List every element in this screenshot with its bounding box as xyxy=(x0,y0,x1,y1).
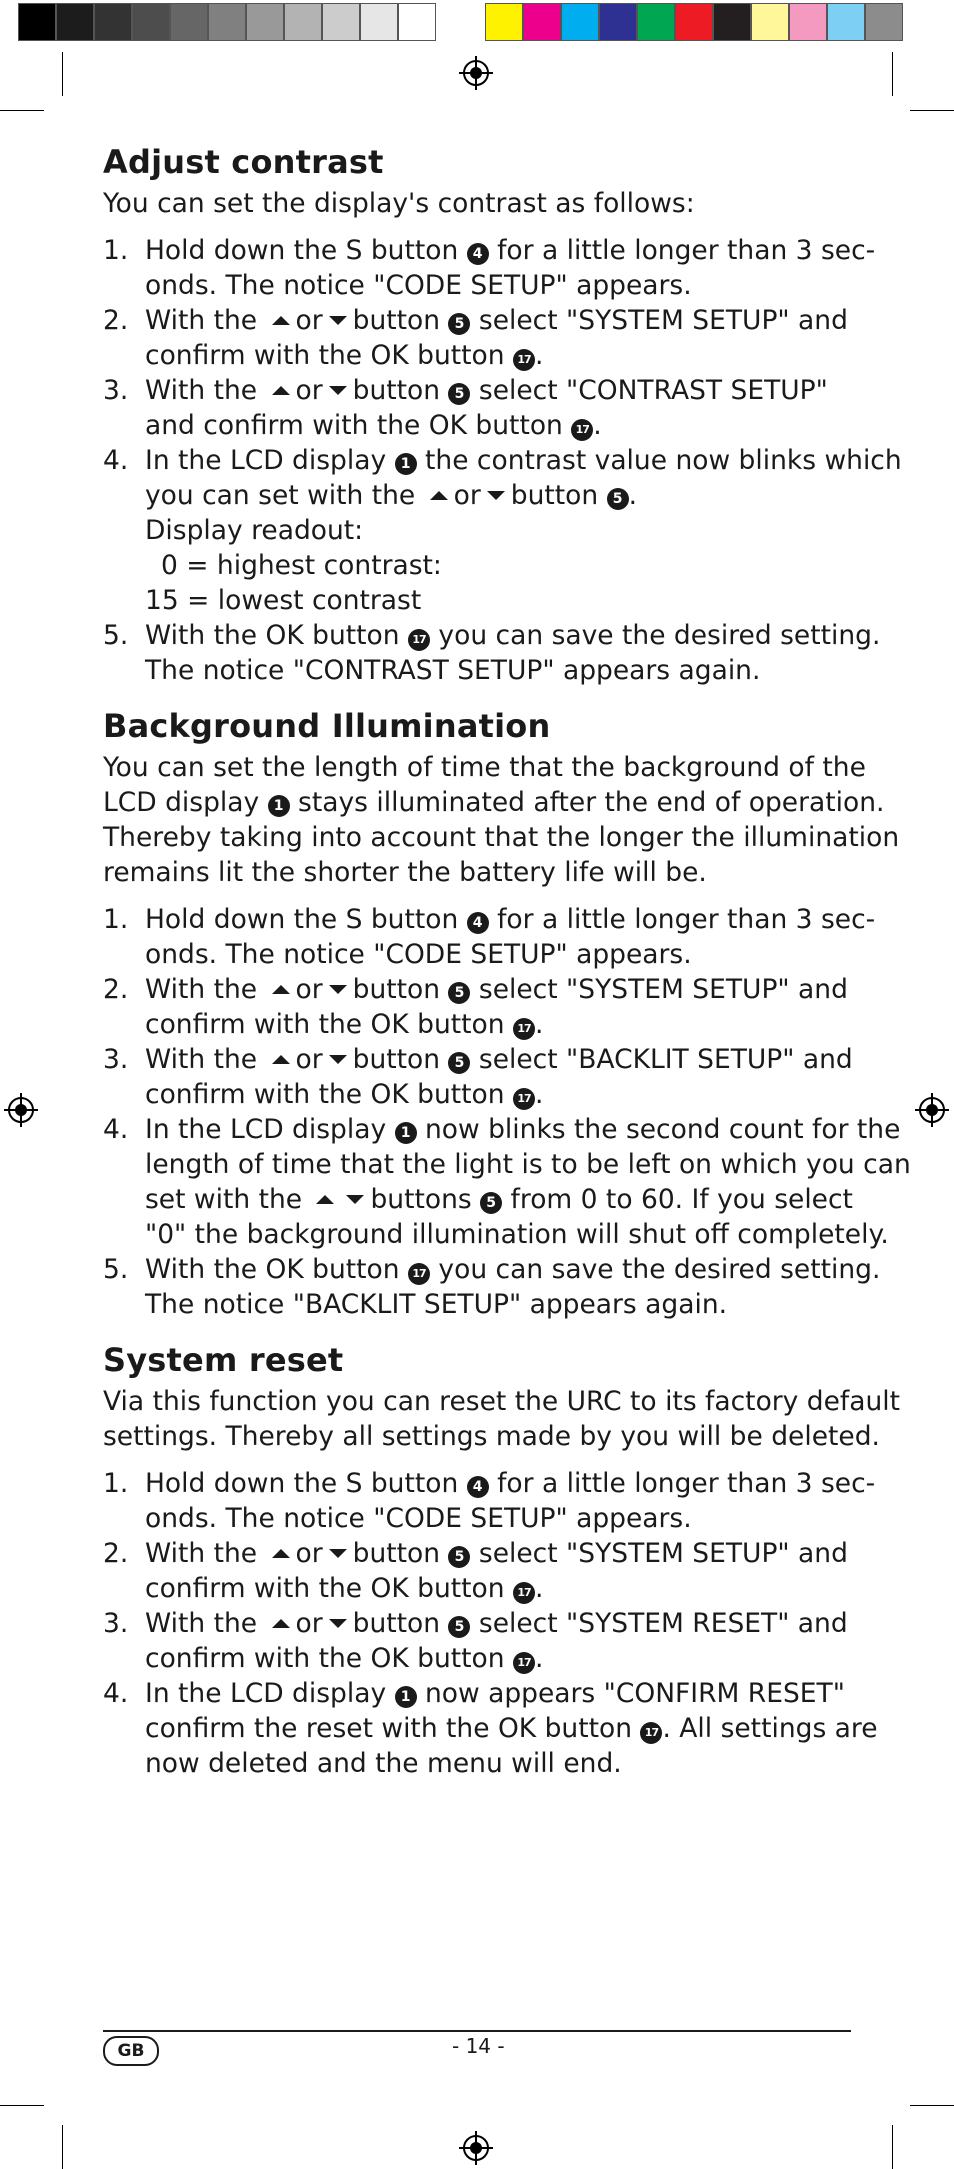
arrow-down-icon xyxy=(487,491,505,500)
steps-list xyxy=(103,902,911,1322)
color-swatch xyxy=(675,3,713,41)
button-number-badge: 5 xyxy=(448,1052,470,1074)
color-swatch xyxy=(398,3,436,41)
button-number-badge: 17 xyxy=(513,349,535,371)
button-number-badge: 5 xyxy=(448,982,470,1004)
text-run: now blinks the second count for the xyxy=(416,1114,901,1145)
text-run: confirm with the OK button xyxy=(145,1079,513,1110)
step-number: 4. xyxy=(103,445,129,476)
text-run: or xyxy=(295,1044,323,1075)
text-run: settings. Thereby all settings made by you will be deleted. xyxy=(103,1421,880,1452)
text-line xyxy=(103,750,866,785)
step-item xyxy=(103,1112,911,1252)
text-run: select "CONTRAST SETUP" xyxy=(470,375,828,406)
text-line xyxy=(145,1287,855,1322)
arrow-down-icon xyxy=(329,1055,347,1064)
arrow-up-icon xyxy=(272,1549,290,1558)
text-run: . xyxy=(535,1009,544,1040)
step-number: 5. xyxy=(103,1254,129,1285)
section-intro xyxy=(103,1384,901,1454)
arrow-up-icon xyxy=(272,1055,290,1064)
section-adjust-contrast xyxy=(103,142,902,688)
step-item xyxy=(103,373,855,443)
text-run: button xyxy=(510,480,607,511)
manual-page-content xyxy=(103,142,911,1799)
color-swatch xyxy=(561,3,599,41)
color-swatch xyxy=(284,3,322,41)
crop-mark xyxy=(62,2125,63,2169)
text-line xyxy=(103,1419,880,1454)
text-run: In the LCD display xyxy=(145,1114,395,1145)
text-line xyxy=(145,303,855,338)
section-intro xyxy=(103,750,900,890)
registration-mark-icon xyxy=(459,2131,493,2165)
text-line xyxy=(145,513,855,548)
button-number-badge: 4 xyxy=(467,912,489,934)
color-swatch xyxy=(827,3,865,41)
step-number: 2. xyxy=(103,1538,129,1569)
button-number-badge: 5 xyxy=(607,488,629,510)
text-run: . xyxy=(535,1643,544,1674)
text-run: button xyxy=(352,1608,449,1639)
text-run: select "SYSTEM SETUP" and xyxy=(470,305,848,336)
color-swatch xyxy=(246,3,284,41)
step-number: 1. xyxy=(103,904,129,935)
button-number-badge: 4 xyxy=(467,243,489,265)
text-run: confirm with the OK button xyxy=(145,1009,513,1040)
step-number: 4. xyxy=(103,1678,129,1709)
text-run: button xyxy=(352,305,449,336)
text-run: LCD display xyxy=(103,787,268,818)
text-run: for a little longer than 3 sec- xyxy=(488,904,876,935)
text-run: 15 = lowest contrast xyxy=(145,585,422,616)
text-line xyxy=(103,820,900,855)
step-number: 4. xyxy=(103,1114,129,1145)
crop-mark xyxy=(892,2125,893,2169)
section-heading: Background Illumination xyxy=(103,707,551,745)
text-line xyxy=(145,408,855,443)
text-run: for a little longer than 3 sec- xyxy=(488,235,876,266)
color-swatch xyxy=(523,3,561,41)
text-run: With the xyxy=(145,1044,266,1075)
gray-calibration-bar xyxy=(18,3,436,41)
text-run: With the xyxy=(145,974,266,1005)
step-item xyxy=(103,443,902,618)
text-run: and confirm with the OK button xyxy=(145,410,572,441)
text-run: for a little longer than 3 sec- xyxy=(488,1468,876,1499)
text-run: With the OK button xyxy=(145,620,408,651)
step-item xyxy=(103,1676,878,1781)
text-run: The notice "CONTRAST SETUP" appears again. xyxy=(145,655,761,686)
text-run: select "SYSTEM SETUP" and xyxy=(470,1538,848,1569)
arrow-down-icon xyxy=(329,985,347,994)
country-badge: GB xyxy=(103,2036,159,2066)
text-line xyxy=(145,1182,855,1217)
button-number-badge: 17 xyxy=(513,1582,535,1604)
step-item xyxy=(103,1466,876,1536)
text-run: In the LCD display xyxy=(145,1678,395,1709)
section-system-reset xyxy=(103,1340,901,1781)
color-swatch xyxy=(789,3,827,41)
color-swatch xyxy=(713,3,751,41)
text-line xyxy=(145,268,855,303)
text-run: confirm with the OK button xyxy=(145,340,513,371)
text-run: button xyxy=(352,1044,449,1075)
text-run: button xyxy=(352,974,449,1005)
text-run: button xyxy=(352,1538,449,1569)
crop-mark xyxy=(892,52,893,96)
text-run: With the OK button xyxy=(145,1254,408,1285)
text-line xyxy=(145,1711,878,1746)
step-item xyxy=(103,1042,855,1112)
button-number-badge: 5 xyxy=(448,383,470,405)
arrow-down-icon xyxy=(329,1619,347,1628)
text-line xyxy=(145,1536,855,1571)
text-line xyxy=(145,443,902,478)
text-run: onds. The notice "CODE SETUP" appears. xyxy=(145,939,692,970)
step-item xyxy=(103,618,881,688)
text-run: the contrast value now blinks which xyxy=(416,445,902,476)
crop-mark xyxy=(910,110,954,111)
arrow-up-icon xyxy=(272,386,290,395)
step-number: 2. xyxy=(103,974,129,1005)
color-swatch xyxy=(56,3,94,41)
crop-mark xyxy=(0,110,44,111)
text-run: from 0 to 60. If you select xyxy=(502,1184,853,1215)
text-run: . xyxy=(593,410,602,441)
button-number-badge: 17 xyxy=(513,1018,535,1040)
text-run: you can set with the xyxy=(145,480,424,511)
text-line xyxy=(145,338,855,373)
color-swatch xyxy=(599,3,637,41)
color-swatch xyxy=(637,3,675,41)
text-run: stays illuminated after the end of operation. xyxy=(289,787,885,818)
text-line xyxy=(145,1077,855,1112)
arrow-down-icon xyxy=(329,316,347,325)
text-run: . xyxy=(535,340,544,371)
text-run: or xyxy=(295,974,323,1005)
text-run: With the xyxy=(145,375,266,406)
step-item xyxy=(103,902,876,972)
section-intro: You can set the display's contrast as follows: xyxy=(103,188,695,219)
text-run: "0" the background illumination will shut off completely. xyxy=(145,1219,889,1250)
page-number: - 14 - xyxy=(452,2034,505,2058)
button-number-badge: 17 xyxy=(408,1263,430,1285)
text-run: onds. The notice "CODE SETUP" appears. xyxy=(145,1503,692,1534)
button-number-badge: 17 xyxy=(640,1722,662,1744)
step-item xyxy=(103,972,855,1042)
color-swatch xyxy=(18,3,56,41)
color-swatch xyxy=(360,3,398,41)
text-run: Display readout: xyxy=(145,515,364,546)
text-line xyxy=(145,1746,855,1781)
text-line xyxy=(145,902,876,937)
registration-mark-icon xyxy=(459,56,493,90)
step-item xyxy=(103,1252,881,1322)
text-run: confirm with the OK button xyxy=(145,1643,513,1674)
step-number: 1. xyxy=(103,235,129,266)
text-line xyxy=(145,1676,855,1711)
crop-mark xyxy=(0,2105,44,2106)
text-line xyxy=(145,1007,855,1042)
text-line xyxy=(145,373,855,408)
button-number-badge: 1 xyxy=(395,1122,417,1144)
text-run: Hold down the S button xyxy=(145,904,467,935)
text-run: Thereby taking into account that the longer the illumination xyxy=(103,822,900,853)
text-line xyxy=(145,653,855,688)
step-number: 3. xyxy=(103,1608,129,1639)
text-run: With the xyxy=(145,305,266,336)
text-line xyxy=(145,583,855,618)
color-swatch xyxy=(751,3,789,41)
button-number-badge: 1 xyxy=(268,795,290,817)
arrow-down-icon xyxy=(346,1195,364,1204)
button-number-badge: 17 xyxy=(571,419,593,441)
text-run: you can save the desired setting. xyxy=(430,1254,881,1285)
step-number: 1. xyxy=(103,1468,129,1499)
color-swatch xyxy=(170,3,208,41)
arrow-up-icon xyxy=(272,316,290,325)
text-run: Hold down the S button xyxy=(145,235,467,266)
button-number-badge: 17 xyxy=(513,1652,535,1674)
text-run: remains lit the shorter the battery life will be. xyxy=(103,857,707,888)
text-line xyxy=(145,1042,855,1077)
text-run: or xyxy=(295,375,323,406)
footer-rule xyxy=(103,2030,851,2032)
button-number-badge: 1 xyxy=(395,1686,417,1708)
text-line xyxy=(145,1641,855,1676)
text-run: or xyxy=(453,480,481,511)
text-run: The notice "BACKLIT SETUP" appears again. xyxy=(145,1289,728,1320)
text-run: With the xyxy=(145,1608,266,1639)
text-run: button xyxy=(352,375,449,406)
text-run: now appears "CONFIRM RESET" xyxy=(416,1678,845,1709)
arrow-down-icon xyxy=(329,1549,347,1558)
step-item xyxy=(103,303,855,373)
registration-mark-icon xyxy=(915,1093,949,1127)
step-number: 2. xyxy=(103,305,129,336)
text-run: set with the xyxy=(145,1184,311,1215)
text-line xyxy=(103,785,885,820)
text-run: or xyxy=(295,305,323,336)
text-run: . xyxy=(628,480,638,511)
text-run: . All settings are xyxy=(662,1713,878,1744)
text-line xyxy=(103,855,855,890)
text-run: onds. The notice "CODE SETUP" appears. xyxy=(145,270,692,301)
section-heading: System reset xyxy=(103,1341,344,1379)
text-run: now deleted and the menu will end. xyxy=(145,1748,622,1779)
text-line xyxy=(145,1466,876,1501)
crop-mark xyxy=(910,2105,954,2106)
text-line xyxy=(145,1112,901,1147)
text-line xyxy=(145,233,876,268)
text-line xyxy=(145,618,881,653)
text-line xyxy=(145,972,855,1007)
button-number-badge: 5 xyxy=(480,1192,502,1214)
button-number-badge: 5 xyxy=(448,313,470,335)
section-background-illumination xyxy=(103,706,911,1322)
arrow-up-icon xyxy=(430,491,448,500)
button-number-badge: 4 xyxy=(467,1476,489,1498)
arrow-up-icon xyxy=(272,985,290,994)
text-run: confirm with the OK button xyxy=(145,1573,513,1604)
step-number: 3. xyxy=(103,1044,129,1075)
text-run: or xyxy=(295,1608,323,1639)
step-number: 5. xyxy=(103,620,129,651)
step-item xyxy=(103,1536,855,1606)
text-run: select "SYSTEM RESET" and xyxy=(470,1608,848,1639)
color-swatch xyxy=(322,3,360,41)
text-run: . xyxy=(535,1573,544,1604)
section-heading: Adjust contrast xyxy=(103,143,384,181)
text-run: In the LCD display xyxy=(145,445,395,476)
text-run: . xyxy=(535,1079,544,1110)
text-run: select "BACKLIT SETUP" and xyxy=(470,1044,853,1075)
color-swatch xyxy=(132,3,170,41)
button-number-badge: 17 xyxy=(513,1088,535,1110)
registration-mark-icon xyxy=(4,1093,38,1127)
color-swatch xyxy=(94,3,132,41)
color-swatch xyxy=(208,3,246,41)
text-line xyxy=(145,1252,881,1287)
color-calibration-bar xyxy=(485,3,903,41)
text-line xyxy=(145,1501,855,1536)
color-swatch xyxy=(865,3,903,41)
arrow-up-icon xyxy=(316,1195,334,1204)
text-run: you can save the desired setting. xyxy=(430,620,881,651)
arrow-up-icon xyxy=(272,1619,290,1628)
steps-list xyxy=(103,233,902,688)
button-number-badge: 5 xyxy=(448,1616,470,1638)
step-number: 3. xyxy=(103,375,129,406)
arrow-down-icon xyxy=(329,386,347,395)
button-number-badge: 17 xyxy=(408,629,430,651)
text-line xyxy=(145,937,855,972)
text-run: confirm the reset with the OK button xyxy=(145,1713,641,1744)
text-run: or xyxy=(295,1538,323,1569)
text-line xyxy=(145,1606,855,1641)
text-run: select "SYSTEM SETUP" and xyxy=(470,974,848,1005)
crop-mark xyxy=(62,52,63,96)
text-line xyxy=(145,548,855,583)
text-run: Via this function you can reset the URC to its factory default xyxy=(103,1386,901,1417)
text-run: buttons xyxy=(370,1184,481,1215)
text-run: 0 = highest contrast: xyxy=(161,550,442,581)
button-number-badge: 1 xyxy=(395,453,417,475)
step-item xyxy=(103,1606,855,1676)
text-run: With the xyxy=(145,1538,266,1569)
button-number-badge: 5 xyxy=(448,1546,470,1568)
text-line xyxy=(145,1217,889,1252)
steps-list xyxy=(103,1466,878,1781)
text-run: length of time that the light is to be left on which you can xyxy=(145,1149,911,1180)
text-line xyxy=(145,1147,911,1182)
text-line xyxy=(103,1384,901,1419)
step-item xyxy=(103,233,876,303)
color-swatch xyxy=(485,3,523,41)
text-line xyxy=(145,1571,855,1606)
text-run: Hold down the S button xyxy=(145,1468,467,1499)
text-line xyxy=(145,478,855,513)
text-run: You can set the length of time that the background of the xyxy=(103,752,866,783)
